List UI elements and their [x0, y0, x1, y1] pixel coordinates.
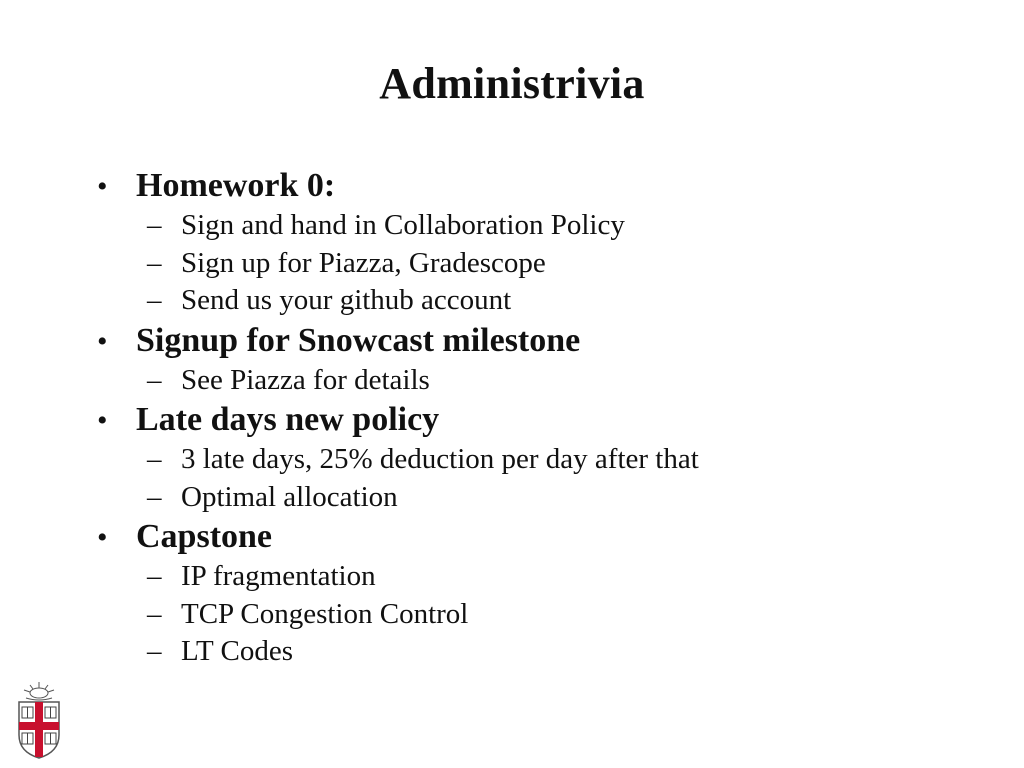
sub-item [147, 479, 957, 517]
university-shield-icon [14, 680, 64, 760]
bullet-list [97, 165, 957, 671]
sub-marker: – [147, 443, 162, 475]
sub-item-text: IP fragmentation [181, 560, 376, 592]
slide-title: Administrivia [379, 59, 645, 108]
sub-item-text: Optimal allocation [181, 480, 398, 513]
sub-list [147, 362, 957, 400]
sub-list [147, 207, 957, 320]
sub-item-text: Sign up for Piazza, Gradescope [181, 246, 546, 279]
sub-item [147, 207, 957, 245]
sub-marker: – [147, 560, 162, 592]
sub-item [147, 245, 957, 283]
sub-marker: – [147, 363, 162, 396]
bullet-heading: Homework 0: [136, 167, 336, 204]
sub-marker: – [147, 209, 162, 241]
sub-item [147, 558, 957, 596]
sub-item-text: See Piazza for details [181, 363, 430, 396]
sub-marker: – [147, 246, 162, 279]
bullet-heading: Capstone [136, 518, 273, 555]
bullet-heading: Late days new policy [136, 401, 440, 438]
bullet-capstone [97, 516, 957, 671]
bullet-heading: Signup for Snowcast milestone [136, 321, 581, 359]
sub-marker: – [147, 480, 162, 513]
sub-item-text: Send us your github account [181, 284, 512, 316]
bullet-marker: • [97, 521, 108, 554]
sub-item [147, 596, 957, 634]
bullet-marker: • [97, 170, 108, 203]
sub-marker: – [147, 284, 162, 316]
sub-item-text: Sign and hand in Collaboration Policy [181, 209, 625, 241]
bullet-snowcast [97, 320, 957, 400]
sub-list [147, 441, 957, 516]
bullet-late-days [97, 399, 957, 516]
sub-marker: – [147, 635, 162, 667]
bullet-marker: • [97, 324, 108, 358]
shield-cross-horizontal [19, 722, 59, 730]
sub-item [147, 362, 957, 400]
sub-list [147, 558, 957, 671]
sub-item [147, 282, 957, 320]
bullet-homework [97, 165, 957, 320]
bullet-marker: • [97, 404, 108, 437]
sub-item [147, 441, 957, 479]
sub-item-text: LT Codes [181, 635, 293, 667]
sub-item-text: TCP Congestion Control [181, 597, 469, 630]
sub-item [147, 633, 957, 671]
sub-marker: – [147, 597, 162, 630]
sub-item-text: 3 late days, 25% deduction per day after that [181, 443, 699, 475]
sun-crest [24, 682, 54, 700]
